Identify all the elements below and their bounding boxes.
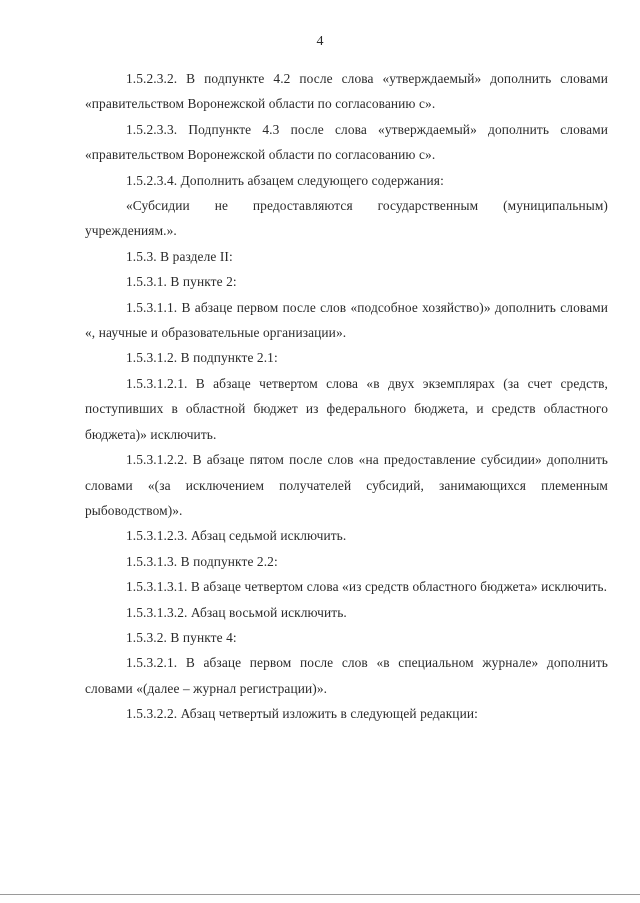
paragraph: 1.5.3.2. В пункте 4: <box>126 629 237 645</box>
document-body <box>85 66 608 727</box>
paragraph: 1.5.3.2.2. Абзац четвертый изложить в следующей редакции: <box>126 706 478 722</box>
paragraph: 1.5.3.1.2. В подпункте 2.1: <box>126 350 278 366</box>
page-number: 4 <box>316 34 324 49</box>
paragraph: 1.5.3.1.3.2. Абзац восьмой исключить. <box>126 604 347 620</box>
paragraph: 1.5.2.3.4. Дополнить абзацем следующего содержания: <box>126 172 444 188</box>
paragraph: 1.5.3.1. В пункте 2: <box>126 274 237 290</box>
scan-edge-divider <box>0 894 640 895</box>
paragraph: 1.5.2.3.3. Подпункте 4.3 после слова «утверждаемый» дополнить словами «правительством Воронежской области по согласованию с». <box>85 121 608 163</box>
paragraph: 1.5.3. В разделе II: <box>126 248 233 264</box>
paragraph: 1.5.3.1.3.1. В абзаце четвертом слова «из средств областного бюджета» исключить. <box>126 579 608 595</box>
paragraph: 1.5.3.1.2.1. В абзаце четвертом слова «в двух экземплярах (за счет средств, поступивших в областной бюджет из федерального бюджета, и средств областного бюджета)» исключить. <box>85 375 608 442</box>
paragraph: 1.5.3.1.3. В подпункте 2.2: <box>126 553 278 569</box>
paragraph: 1.5.3.1.2.3. Абзац седьмой исключить. <box>126 528 347 544</box>
paragraph: «Субсидии не предоставляются государственным (муниципальным) учреждениям.». <box>85 198 608 239</box>
paragraph: 1.5.2.3.2. В подпункте 4.2 после слова «утверждаемый» дополнить словами «правительством Воронежской области по согласованию с». <box>85 71 608 112</box>
paragraph: 1.5.3.1.1. В абзаце первом после слов «подсобное хозяйство)» дополнить словами «, научные и образовательные организации». <box>85 299 608 341</box>
paragraph: 1.5.3.1.2.2. В абзаце пятом после слов «на предоставление субсидии» дополнить словами «(за исключением получателей субсидий, занимающихся племенным рыбоводством)». <box>85 452 608 518</box>
paragraph: 1.5.3.2.1. В абзаце первом после слов «в специальном журнале» дополнить словами «(далее – журнал регистрации)». <box>85 655 608 696</box>
